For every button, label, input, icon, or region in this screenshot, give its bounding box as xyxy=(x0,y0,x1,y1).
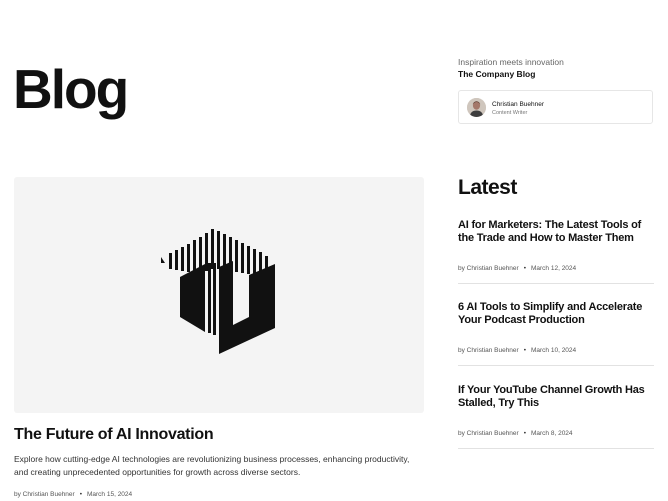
abstract-logo-icon xyxy=(14,177,424,413)
featured-post-excerpt: Explore how cutting-edge AI technologies are revolutionizing business processes, enhancing productivity, and creating unprecedented opportunities for growth across diverse sectors. xyxy=(14,454,410,477)
latest-post-item[interactable] xyxy=(458,301,654,366)
featured-image[interactable] xyxy=(14,177,424,413)
latest-post-title[interactable]: AI for Marketers: The Latest Tools of the Trade and How to Master Them xyxy=(458,219,642,244)
author-role: Content Writer xyxy=(492,110,528,116)
post-date: March 10, 2024 xyxy=(530,347,577,354)
post-date: March 12, 2024 xyxy=(530,265,577,272)
post-author: by Christian Buehner xyxy=(458,430,519,437)
latest-post-meta xyxy=(458,265,654,272)
blog-name: The Company Blog xyxy=(458,69,536,79)
author-card[interactable] xyxy=(458,90,653,124)
separator-dot: • xyxy=(523,265,526,272)
latest-post-meta xyxy=(458,347,654,354)
latest-post-title[interactable]: If Your YouTube Channel Growth Has Stalled, Try This xyxy=(458,384,645,409)
author-name: Christian Buehner xyxy=(492,101,545,108)
latest-heading: Latest xyxy=(458,176,517,199)
post-author: by Christian Buehner xyxy=(458,265,519,272)
featured-post-title[interactable]: The Future of AI Innovation xyxy=(14,426,214,443)
person-avatar-icon xyxy=(467,98,486,117)
latest-post-item[interactable] xyxy=(458,219,654,284)
avatar xyxy=(467,98,486,117)
separator-dot: • xyxy=(523,430,526,437)
separator-dot: • xyxy=(79,491,82,498)
featured-post-meta xyxy=(14,491,132,498)
latest-post-title[interactable]: 6 AI Tools to Simplify and Accelerate Your Podcast Production xyxy=(458,301,643,326)
page-title: Blog xyxy=(13,58,128,120)
latest-post-item[interactable] xyxy=(458,384,654,449)
separator-dot: • xyxy=(523,347,526,354)
post-date: March 15, 2024 xyxy=(86,491,133,498)
blog-tagline: Inspiration meets innovation xyxy=(458,57,564,67)
post-date: March 8, 2024 xyxy=(530,430,573,437)
post-author: by Christian Buehner xyxy=(458,347,519,354)
post-author: by Christian Buehner xyxy=(14,491,75,498)
latest-post-meta xyxy=(458,430,654,437)
